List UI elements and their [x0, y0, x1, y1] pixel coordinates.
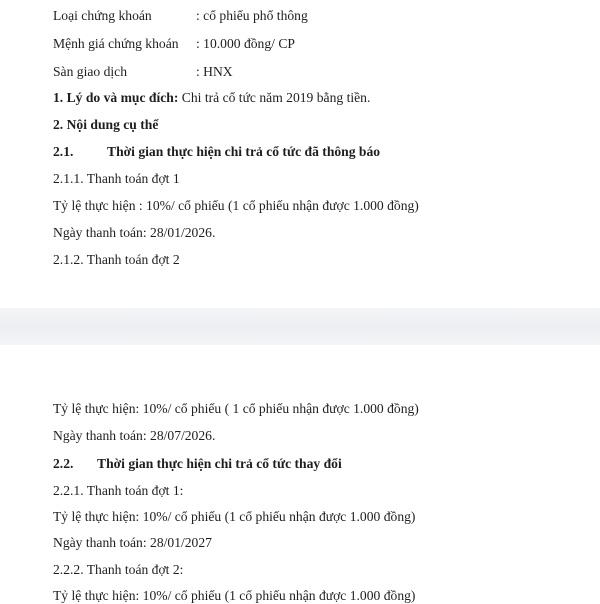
round-2-1-2-ratio: Tỷ lệ thực hiện: 10%/ cổ phiếu ( 1 cổ phiếu nhận được 1.000 đồng)	[53, 401, 419, 416]
round-2-1-1-date: Ngày thanh toán: 28/01/2026.	[53, 225, 216, 240]
document-page-2	[0, 345, 600, 603]
subsection-2-1-number: 2.1.	[53, 144, 74, 159]
round-2-2-1-date: Ngày thanh toán: 28/01/2027	[53, 535, 212, 550]
subsection-2-2-number: 2.2.	[53, 456, 74, 471]
subsection-2-2-title: Thời gian thực hiện chi trả cổ tức thay đổi	[97, 456, 342, 471]
subsection-2-1-title: Thời gian thực hiện chi trả cổ tức đã thông báo	[107, 144, 381, 159]
round-2-2-2-ratio: Tỷ lệ thực hiện: 10%/ cổ phiếu (1 cổ phiếu nhận được 1.000 đồng)	[53, 588, 416, 603]
exchange-value: : HNX	[196, 64, 233, 79]
exchange-label: Sàn giao dịch	[53, 64, 127, 79]
page-break	[0, 308, 600, 345]
round-2-2-1-title: 2.2.1. Thanh toán đợt 1:	[53, 483, 184, 498]
security-type-label: Loại chứng khoán	[53, 8, 152, 23]
section-1-line	[53, 90, 370, 106]
section-2-heading: 2. Nội dung cụ thể	[53, 117, 159, 132]
round-2-1-1-title: 2.1.1. Thanh toán đợt 1	[53, 171, 180, 186]
par-value-label: Mệnh giá chứng khoán	[53, 36, 179, 51]
round-2-2-1-ratio: Tỷ lệ thực hiện: 10%/ cổ phiếu (1 cổ phiếu nhận được 1.000 đồng)	[53, 509, 416, 524]
round-2-2-2-title: 2.2.2. Thanh toán đợt 2:	[53, 562, 184, 577]
round-2-1-2-date: Ngày thanh toán: 28/07/2026.	[53, 428, 216, 443]
section-1-text: Chi trả cổ tức năm 2019 bằng tiền.	[178, 90, 371, 105]
par-value-value: : 10.000 đồng/ CP	[196, 36, 295, 51]
round-2-1-2-title: 2.1.2. Thanh toán đợt 2	[53, 252, 180, 267]
section-1-heading: 1. Lý do và mục đích:	[53, 90, 179, 105]
round-2-1-1-ratio: Tỷ lệ thực hiện : 10%/ cổ phiếu (1 cổ phiếu nhận được 1.000 đồng)	[53, 198, 419, 213]
security-type-value: : cổ phiếu phổ thông	[196, 8, 308, 23]
